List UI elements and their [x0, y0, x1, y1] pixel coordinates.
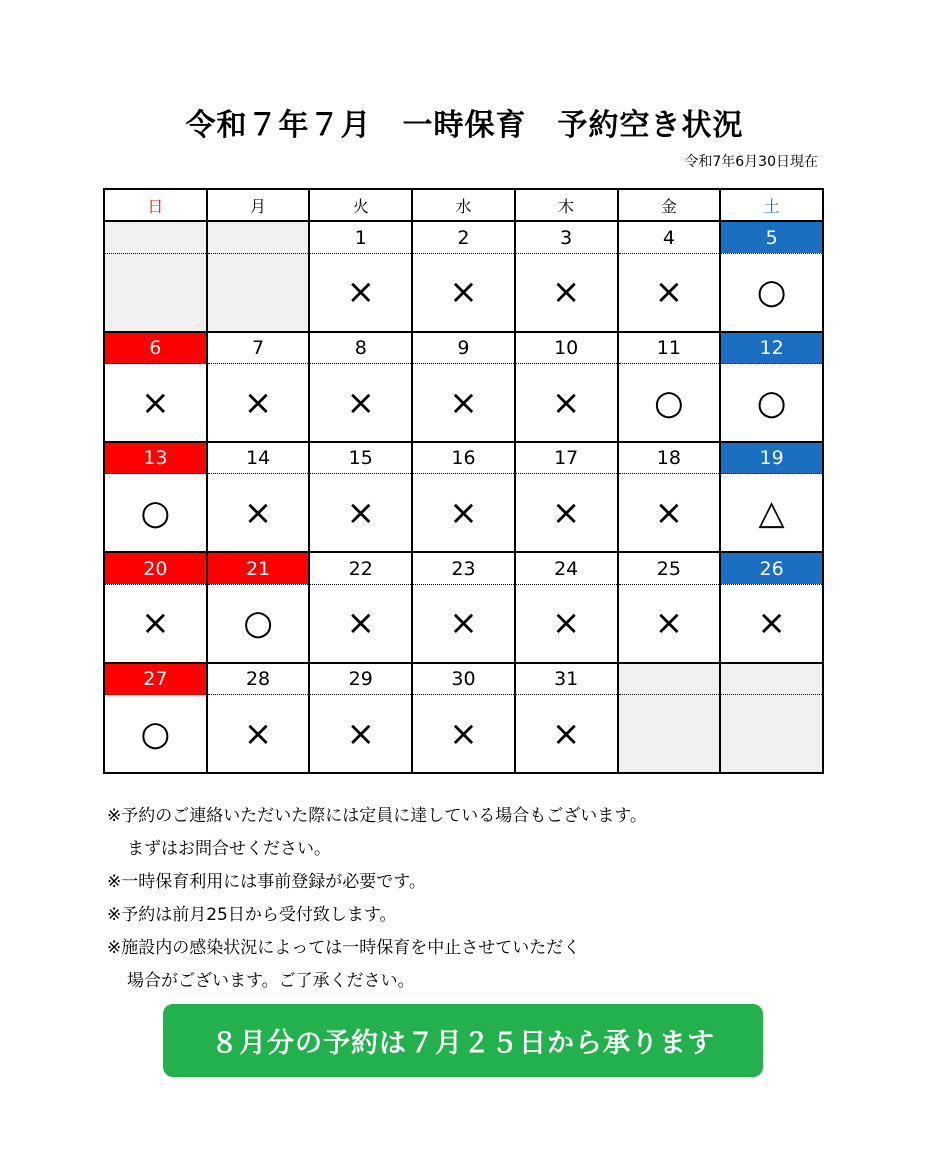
date-cell: 24 [515, 552, 618, 584]
week-1-availability [104, 253, 823, 331]
date-cell: 3 [515, 221, 618, 253]
week-1-dates [104, 221, 823, 253]
date-cell: 8 [309, 332, 412, 364]
date-cell: 1 [309, 221, 412, 253]
availability-cell [720, 695, 823, 774]
date-cell: 2 [412, 221, 515, 253]
date-cell: 9 [412, 332, 515, 364]
availability-cell: ○ [104, 695, 207, 774]
note-line: ※一時保育利用には事前登録が必要です。 [107, 872, 426, 892]
availability-cell [207, 253, 310, 331]
date-cell: 18 [618, 442, 721, 474]
availability-cell: ○ [207, 584, 310, 662]
date-cell: 22 [309, 552, 412, 584]
date-cell-sunday: 13 [104, 442, 207, 474]
date-cell-saturday: 5 [720, 221, 823, 253]
availability-cell: ○ [104, 474, 207, 552]
week-3-availability [104, 474, 823, 552]
availability-cell: ○ [618, 364, 721, 442]
availability-cell: × [412, 584, 515, 662]
date-cell-saturday: 26 [720, 552, 823, 584]
availability-cell: × [515, 474, 618, 552]
week-3-dates [104, 442, 823, 474]
availability-cell: × [515, 364, 618, 442]
availability-cell: × [412, 474, 515, 552]
availability-cell: × [515, 695, 618, 774]
availability-cell: × [207, 474, 310, 552]
availability-cell: × [104, 584, 207, 662]
weekday-sun: 日 [104, 189, 207, 221]
availability-cell: × [618, 253, 721, 331]
weekday-header-row [104, 189, 823, 221]
august-reservation-banner: ８月分の予約は７月２５日から承ります [163, 1004, 763, 1077]
page-title: 令和７年７月 一時保育 予約空き状況 [185, 108, 744, 143]
availability-cell: ○ [720, 253, 823, 331]
availability-cell: × [412, 253, 515, 331]
date-cell: 11 [618, 332, 721, 364]
date-cell-holiday: 21 [207, 552, 310, 584]
date-cell-sunday: 27 [104, 663, 207, 695]
date-cell [104, 221, 207, 253]
date-cell-saturday: 12 [720, 332, 823, 364]
weekday-fri: 金 [618, 189, 721, 221]
week-4-dates [104, 552, 823, 584]
availability-cell: × [207, 695, 310, 774]
weekday-thu: 木 [515, 189, 618, 221]
note-line: ※予約のご連絡いただいた際には定員に達している場合もございます。 [107, 806, 647, 826]
calendar-table [103, 188, 824, 774]
date-cell-sunday: 6 [104, 332, 207, 364]
availability-cell: × [618, 474, 721, 552]
availability-cell: × [412, 364, 515, 442]
weekday-wed: 水 [412, 189, 515, 221]
availability-cell: × [207, 364, 310, 442]
availability-cell: × [309, 584, 412, 662]
date-cell: 31 [515, 663, 618, 695]
date-cell: 15 [309, 442, 412, 474]
weekday-tue: 火 [309, 189, 412, 221]
date-cell: 16 [412, 442, 515, 474]
week-2-availability [104, 364, 823, 442]
week-4-availability [104, 584, 823, 662]
note-line: まずはお問合せください。 [127, 839, 331, 859]
weekday-sat: 土 [720, 189, 823, 221]
week-5-dates [104, 663, 823, 695]
availability-cell: × [104, 364, 207, 442]
notes [107, 800, 647, 998]
date-cell: 23 [412, 552, 515, 584]
date-cell: 17 [515, 442, 618, 474]
date-cell [207, 221, 310, 253]
date-cell: 4 [618, 221, 721, 253]
availability-cell: × [412, 695, 515, 774]
availability-cell: × [309, 474, 412, 552]
date-cell: 7 [207, 332, 310, 364]
availability-cell: × [309, 695, 412, 774]
date-cell-saturday: 19 [720, 442, 823, 474]
date-cell [618, 663, 721, 695]
note-line: ※予約は前月25日から受付致します。 [107, 905, 397, 925]
date-cell: 30 [412, 663, 515, 695]
as-of-date: 令和7年6月30日現在 [684, 154, 818, 170]
availability-cell: × [618, 584, 721, 662]
note-line: ※施設内の感染状況によっては一時保育を中止させていただく [107, 938, 581, 958]
date-cell-sunday: 20 [104, 552, 207, 584]
date-cell [720, 663, 823, 695]
week-2-dates [104, 332, 823, 364]
date-cell: 25 [618, 552, 721, 584]
date-cell: 14 [207, 442, 310, 474]
date-cell: 29 [309, 663, 412, 695]
date-cell: 10 [515, 332, 618, 364]
weekday-mon: 月 [207, 189, 310, 221]
availability-cell: × [515, 253, 618, 331]
availability-cell: ○ [720, 364, 823, 442]
availability-cell: × [515, 584, 618, 662]
availability-cell: × [309, 253, 412, 331]
week-5-availability [104, 695, 823, 774]
availability-cell [618, 695, 721, 774]
date-cell: 28 [207, 663, 310, 695]
availability-cell: × [309, 364, 412, 442]
availability-cell [104, 253, 207, 331]
availability-cell: × [720, 584, 823, 662]
note-line: 場合がございます。ご了承ください。 [127, 971, 415, 991]
availability-cell: △ [720, 474, 823, 552]
